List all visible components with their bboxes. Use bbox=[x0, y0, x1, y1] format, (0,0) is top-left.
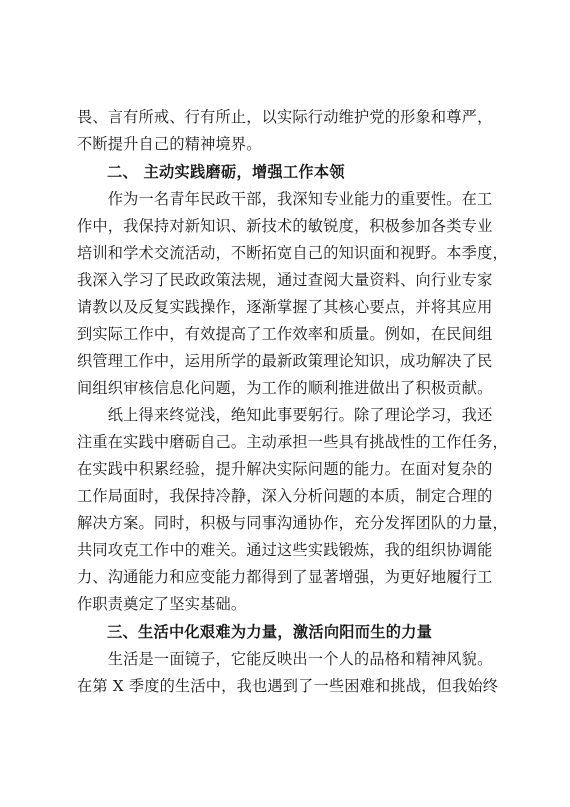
body-line: 到实际工作中，有效提高了工作效率和质量。例如，在民间组 bbox=[77, 325, 493, 343]
body-line: 不断提升自己的精神境界。 bbox=[77, 135, 262, 153]
body-line: 力、沟通能力和应变能力都得到了显著增强，为更好地履行工 bbox=[77, 568, 493, 586]
body-line: 作为一名青年民政干部，我深知专业能力的重要性。在工 bbox=[77, 190, 493, 208]
body-line: 工作局面时，我保持冷静，深入分析问题的本质，制定合理的 bbox=[77, 487, 493, 505]
body-line: 畏、言有所戒、行有所止，以实际行动维护党的形象和尊严， bbox=[77, 108, 493, 126]
section-heading-2: 二、 主动实践磨砺，增强工作本领 bbox=[107, 163, 345, 181]
body-line: 共同攻克工作中的难关。通过这些实践锻炼，我的组织协调能 bbox=[77, 541, 493, 559]
body-line: 间组织审核信息化问题，为工作的顺利推进做出了积极贡献。 bbox=[77, 379, 493, 397]
body-line: 解决方案。同时，积极与同事沟通协作，充分发挥团队的力量， bbox=[77, 514, 508, 532]
body-line: 纸上得来终觉浅，绝知此事要躬行。除了理论学习，我还 bbox=[77, 406, 493, 424]
body-line: 作职责奠定了坚实基础。 bbox=[77, 595, 247, 613]
body-line: 作中，我保持对新知识、新技术的敏锐度，积极参加各类专业 bbox=[77, 217, 493, 235]
body-line: 培训和学术交流活动，不断拓宽自己的知识面和视野。本季度， bbox=[77, 244, 508, 262]
body-line: 织管理工作中，运用所学的最新政策理论知识，成功解决了民 bbox=[77, 352, 493, 370]
section-heading-3: 三、生活中化艰难为力量，激活向阳而生的力量 bbox=[107, 623, 433, 641]
body-line: 我深入学习了民政政策法规，通过查阅大量资料、向行业专家 bbox=[77, 271, 493, 289]
body-line: 在第 X 季度的生活中，我也遇到了一些困难和挑战，但我始终 bbox=[77, 677, 499, 695]
body-line: 在实践中积累经验，提升解决实际问题的能力。在面对复杂的 bbox=[77, 460, 493, 478]
body-line: 注重在实践中磨砺自己。主动承担一些具有挑战性的工作任务， bbox=[77, 433, 508, 451]
body-line: 生活是一面镜子，它能反映出一个人的品格和精神风貌。 bbox=[77, 650, 493, 668]
body-line: 请教以及反复实践操作，逐渐掌握了其核心要点，并将其应用 bbox=[77, 298, 493, 316]
